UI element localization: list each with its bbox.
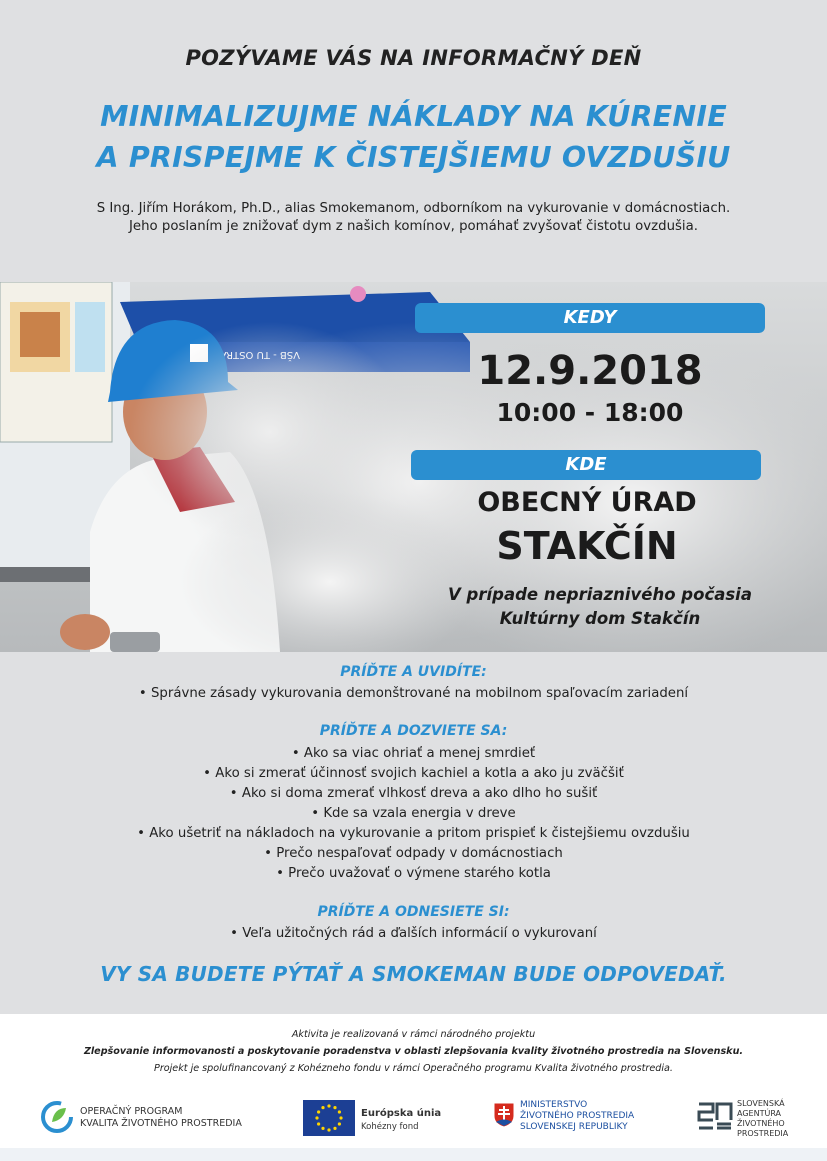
sazp-logo: [697, 1086, 807, 1138]
op-line-2: KVALITA ŽIVOTNÉHO PROSTREDIA: [80, 1118, 242, 1129]
invite-heading: POZÝVAME VÁS NA INFORMAČNÝ DEŇ: [185, 46, 642, 70]
list-learn: [0, 744, 827, 884]
min-line-1: MINISTERSTVO: [520, 1100, 588, 1110]
headline-line-2: A PRISPEJME K ČISTEJŠIEMU OVZDUŠIU: [96, 141, 731, 174]
place-line-2: STAKČÍN: [496, 524, 678, 568]
place-line-1: OBECNÝ ÚRAD: [477, 487, 697, 518]
list-item: • Kde sa vzala energia v dreve: [0, 804, 827, 824]
list-item: • Správne zásady vykurovania demonštrované na mobilnom spaľovacím zariadení: [0, 684, 827, 704]
list-item: • Ako si doma zmerať vlhkosť dreva a ako dlho ho sušiť: [0, 784, 827, 804]
sazp-line-4: PROSTREDIA: [737, 1129, 789, 1138]
closing-slogan: VY SA BUDETE PÝTAŤ A SMOKEMAN BUDE ODPOVEDAŤ.: [100, 962, 727, 986]
sazp-line-3: ŽIVOTNÉHO: [737, 1119, 785, 1128]
eu-flag-icon: [303, 1100, 355, 1136]
section-heading-see: PRÍĎTE A UVIDÍTE:: [340, 664, 487, 680]
min-line-3: SLOVENSKEJ REPUBLIKY: [520, 1122, 628, 1132]
where-label-box: KDE: [411, 450, 761, 480]
event-time: 10:00 - 18:00: [496, 398, 684, 427]
op-line-1: OPERAČNÝ PROGRAM: [80, 1106, 183, 1117]
list-item: • Ako sa viac ohriať a menej smrdieť: [0, 744, 827, 764]
lead-line-1: S Ing. Jiřím Horákom, Ph.D., alias Smokemanom, odborníkom na vykurovanie v domácnostiach.: [96, 201, 731, 216]
headline-line-1: MINIMALIZUJME NÁKLADY NA KÚRENIE: [100, 100, 727, 133]
main-headline: [0, 96, 827, 178]
eu-logo: [303, 1086, 463, 1138]
list-item: • Veľa užitočných rád a ďalších informácií o vykurovaní: [0, 924, 827, 944]
project-info: [0, 1026, 827, 1077]
ministry-logo: [493, 1086, 663, 1138]
list-item: • Prečo uvažovať o výmene starého kotla: [0, 864, 827, 884]
op-kzp-logo: [40, 1086, 260, 1138]
list-see: [0, 684, 827, 704]
list-item: • Ako ušetriť na nákladoch na vykurovanie a pritom prispieť k čistejšiemu ovzdušiu: [0, 824, 827, 844]
sazp-emblem-icon: [697, 1098, 733, 1134]
when-label-box: KEDY: [415, 303, 765, 333]
alternative-venue: [405, 583, 795, 631]
eu-line-1: Európska únia: [361, 1108, 442, 1119]
header-section: [0, 0, 827, 282]
section-heading-take: PRÍĎTE A ODNESIETE SI:: [317, 904, 510, 920]
slovak-coat-of-arms-icon: [493, 1102, 515, 1128]
event-date: 12.9.2018: [477, 348, 703, 394]
bottom-strip: [0, 1148, 827, 1161]
program-section: [0, 652, 827, 1012]
alt-line-1: V prípade nepriaznivého počasia: [448, 585, 752, 604]
min-line-2: ŽIVOTNÉHO PROSTREDIA: [520, 1111, 635, 1121]
project-line-3: Projekt je spolufinancovaný z Kohézneho fondu v rámci Operačného programu Kvalita životného prostredia.: [154, 1063, 673, 1074]
lead-text: [0, 200, 827, 236]
lead-line-2: Jeho poslaním je znižovať dym z našich komínov, pomáhať zvyšovať čistotu ovzdušia.: [129, 219, 698, 234]
list-take: [0, 924, 827, 944]
list-item: • Prečo nespaľovať odpady v domácnostiach: [0, 844, 827, 864]
op-leaf-icon: [40, 1100, 74, 1134]
sazp-line-2: AGENTÚRA: [737, 1109, 782, 1118]
alt-line-2: Kultúrny dom Stakčín: [499, 609, 701, 628]
section-heading-learn: PRÍĎTE A DOZVIETE SA:: [319, 723, 508, 739]
sazp-line-1: SLOVENSKÁ: [737, 1099, 785, 1108]
eu-line-2: Kohézny fond: [361, 1122, 419, 1132]
project-line-2: Zlepšovanie informovanosti a poskytovanie poradenstva v oblasti zlepšovania kvality životného prostredia na Slovensku.: [83, 1046, 744, 1057]
project-line-1: Aktivita je realizovaná v rámci národného projektu: [291, 1029, 536, 1040]
list-item: • Ako si zmerať účinnosť svojich kachiel a kotla a ako ju zväčšiť: [0, 764, 827, 784]
